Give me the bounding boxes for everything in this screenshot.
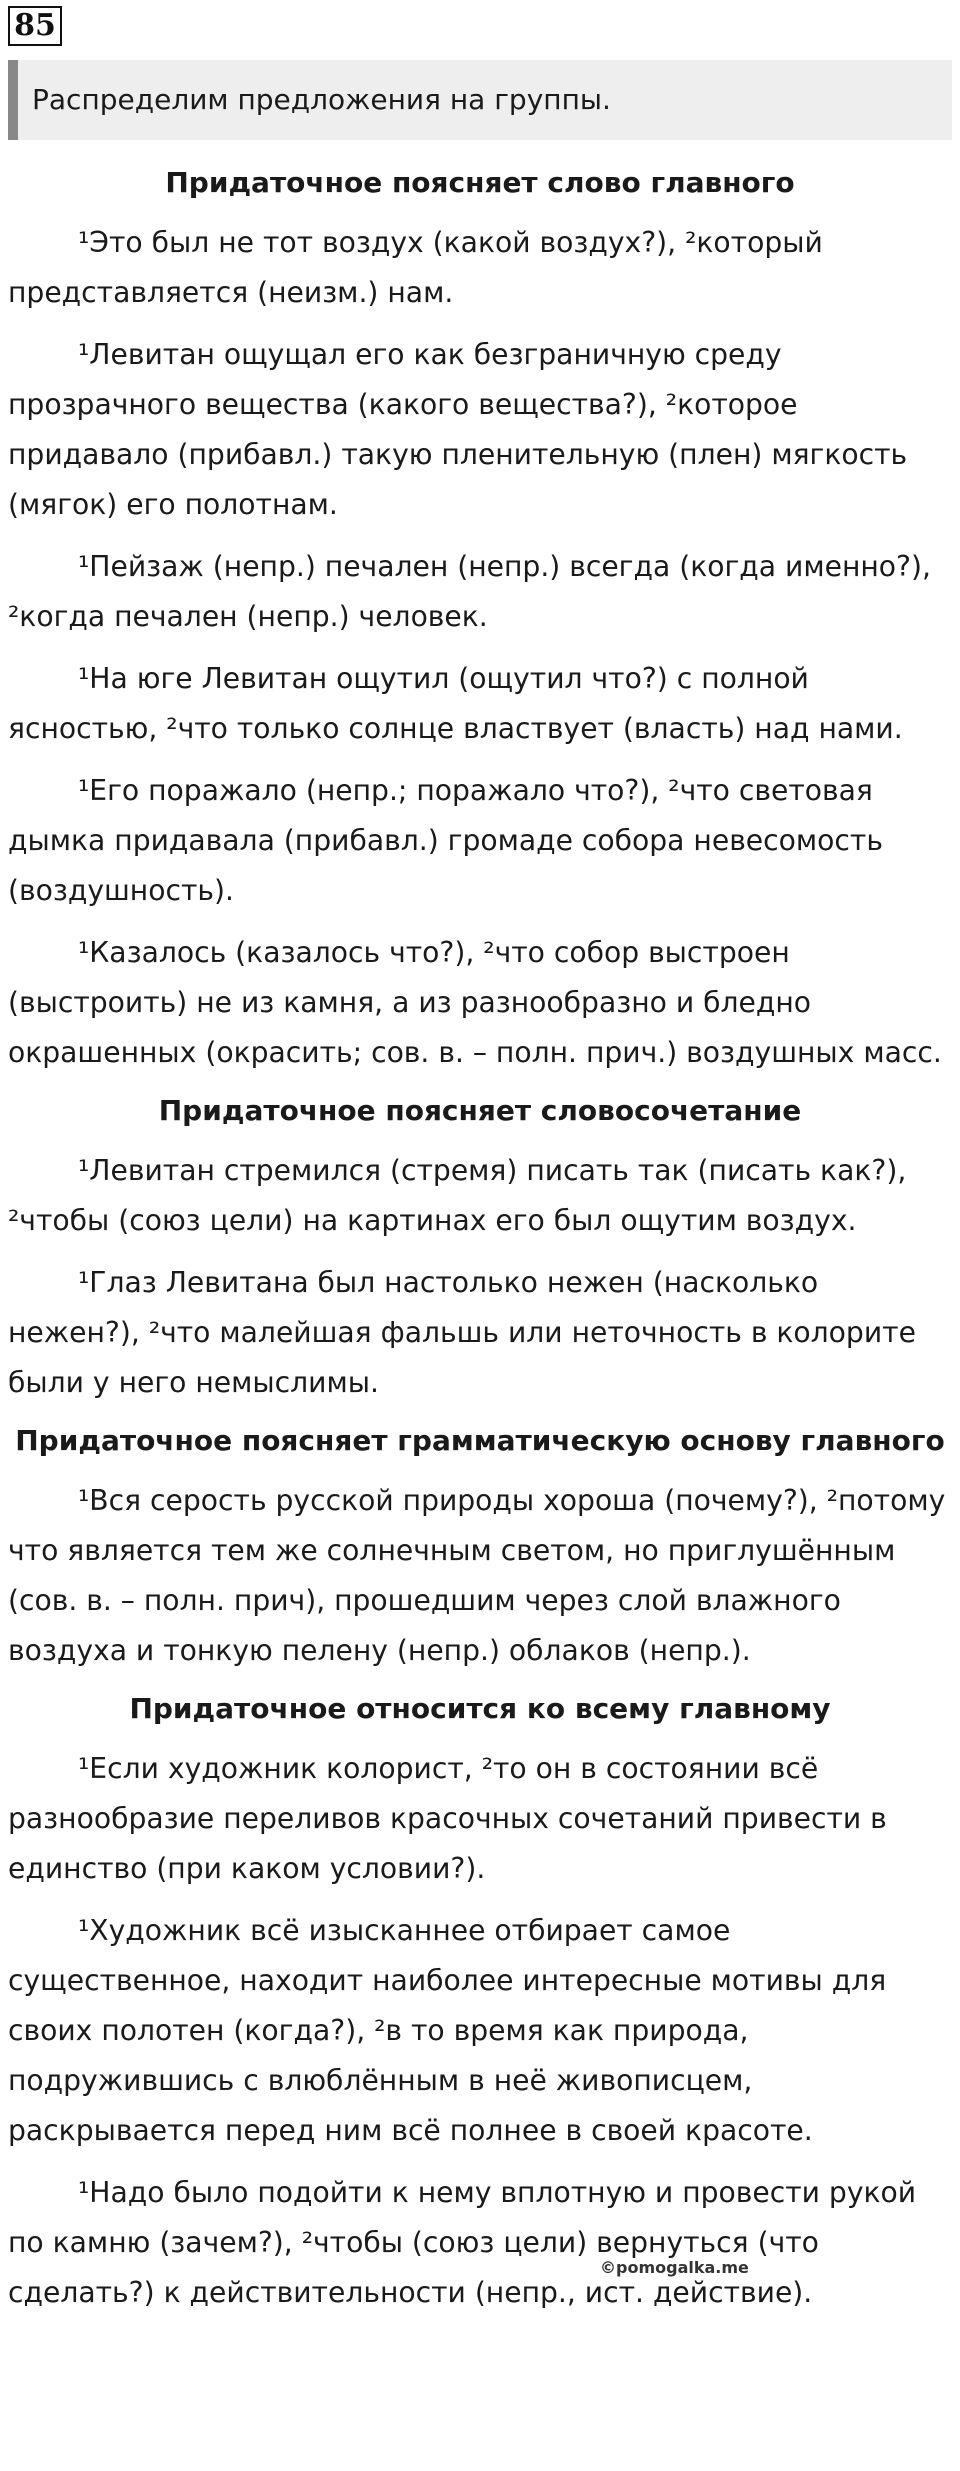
- section-title: Придаточное поясняет слово главного: [165, 166, 795, 199]
- intro-note: Распределим предложения на группы.: [8, 60, 952, 140]
- watermark: ©pomogalka.me: [600, 2258, 749, 2277]
- sentence-paragraph: ¹Глаз Левитана был настолько нежен (насколько нежен?), ²что малейшая фальшь или неточность в колорите были у него немыслимы.: [8, 1266, 916, 1399]
- section-title: Придаточное поясняет грамматическую основу главного: [15, 1424, 945, 1457]
- section-1: [8, 162, 952, 1078]
- sentence-paragraph: ¹Художник всё изысканнее отбирает самое существенное, находит наиболее интересные мотивы для своих полотен (когда?), ²в то время как природа, подружившись с влюблённым в неё живописцем, раскрывается перед ним всё полнее в своей красоте.: [8, 1914, 887, 2147]
- section-3: [8, 1420, 952, 1676]
- content: [8, 150, 952, 2330]
- section-2: [8, 1090, 952, 1408]
- sentence-paragraph: ¹Надо было подойти к нему вплотную и провести рукой по камню (зачем?), ²чтобы (союз цели) вернуться (что сделать?) к действительности (непр., ист. действие).: [8, 2176, 917, 2309]
- sentence-paragraph: ¹Левитан ощущал его как безграничную среду прозрачного вещества (какого вещества?), ²которое придавало (прибавл.) такую пленительную (плен) мягкость (мягок) его полотнам.: [8, 338, 908, 521]
- sentence-paragraph: ¹Пейзаж (непр.) печален (непр.) всегда (когда именно?), ²когда печален (непр.) человек.: [8, 550, 931, 633]
- sentence-paragraph: ¹Казалось (казалось что?), ²что собор выстроен (выстроить) не из камня, а из разнообразно и бледно окрашенных (окрасить; сов. в. – полн. прич.) воздушных масс.: [8, 936, 942, 1069]
- sentence-paragraph: ¹Это был не тот воздух (какой воздух?), ²который представляется (неизм.) нам.: [8, 226, 823, 309]
- sentence-paragraph: ¹Вся серость русской природы хороша (почему?), ²потому что является тем же солнечным светом, но приглушённым (сов. в. – полн. прич), прошедшим через слой влажного воздуха и тонкую пелену (непр.) облаков (непр.).: [8, 1484, 946, 1667]
- sentence-paragraph: ¹Левитан стремился (стремя) писать так (писать как?), ²чтобы (союз цели) на картинах его был ощутим воздух.: [8, 1154, 907, 1237]
- section-title: Придаточное относится ко всему главному: [129, 1692, 831, 1725]
- task-number: 85: [8, 6, 62, 46]
- section-4: [8, 1688, 952, 2318]
- sentence-paragraph: ¹На юге Левитан ощутил (ощутил что?) с полной ясностью, ²что только солнце властвует (власть) над нами.: [8, 662, 903, 745]
- section-title: Придаточное поясняет словосочетание: [158, 1094, 802, 1127]
- sentence-paragraph: ¹Если художник колорист, ²то он в состоянии всё разнообразие переливов красочных сочетаний привести в единство (при каком условии?).: [8, 1752, 887, 1885]
- sentence-paragraph: ¹Его поражало (непр.; поражало что?), ²что световая дымка придавала (прибавл.) громаде собора невесомость (воздушность).: [8, 774, 883, 907]
